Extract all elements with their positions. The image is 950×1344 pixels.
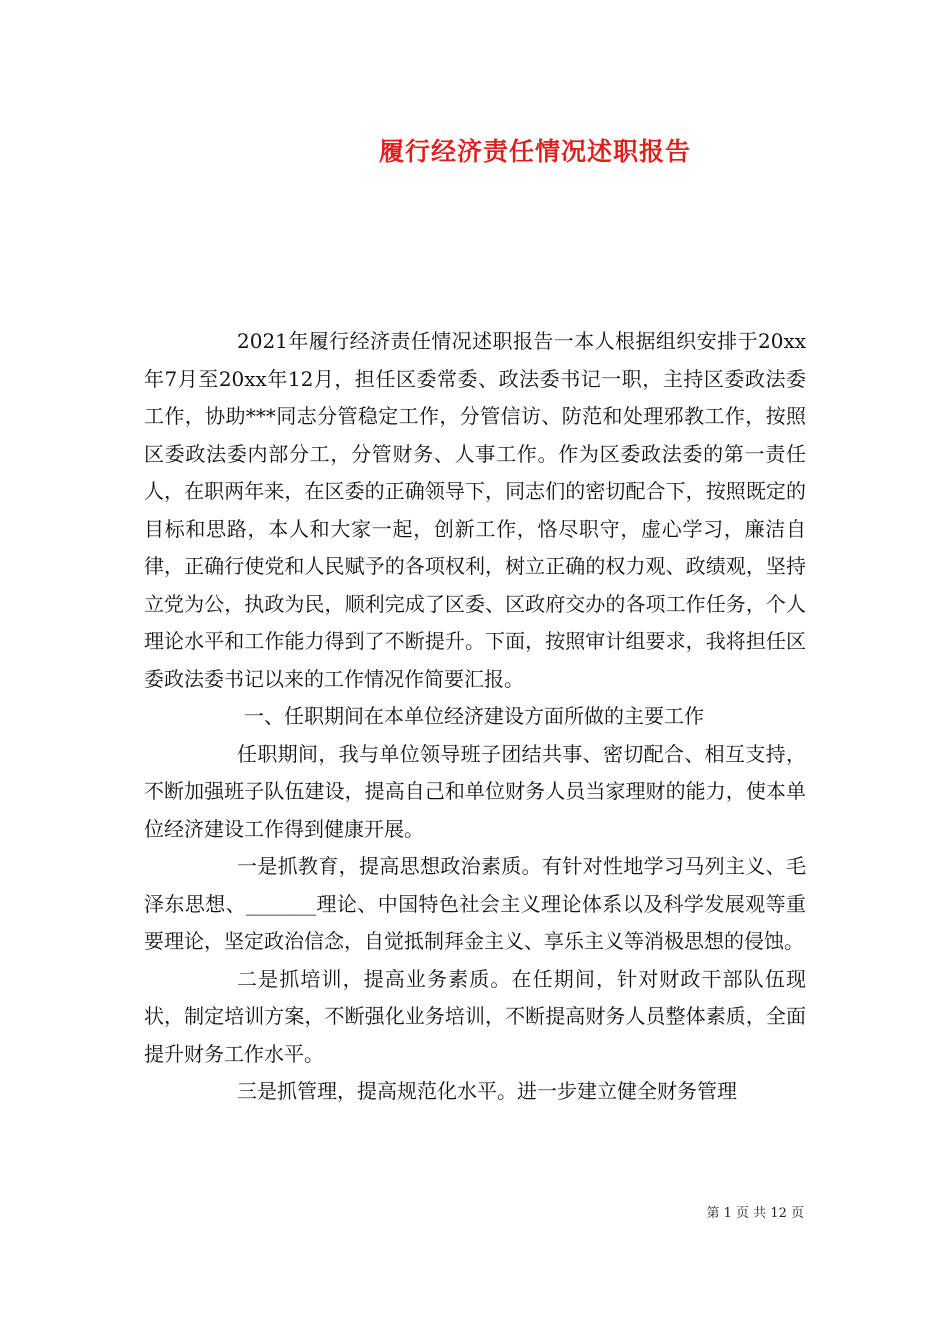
paragraph-intro: 2021年履行经济责任情况述职报告一本人根据组织安排于20xx年7月至20xx年12月，担任区委常委、政法委书记一职，主持区委政法委工作，协助***同志分管稳定工作，分管信访、防范和处理邪教工作，按照区委政法委内部分工，分管财务、人事工作。作为区委政法委的第一责任人，在职两年来，在区委的正确领导下，同志们的密切配合下，按照既定的目标和思路，本人和大家一起，创新工作，恪尽职守，虚心学习，廉洁自律，正确行使党和人民赋予的各项权利，树立正确的权力观、政绩观，坚持立党为公，执政为民，顺利完成了区委、区政府交办的各项工作任务，个人理论水平和工作能力得到了不断提升。下面，按照审计组要求，我将担任区委政法委书记以来的工作情况作简要汇报。	[144, 329, 806, 691]
paragraph-point-three: 三是抓管理，提高规范化水平。进一步建立健全财务管理	[237, 1079, 737, 1103]
paragraph-term: 任职期间，我与单位领导班子团结共事、密切配合、相互支持，不断加强班子队伍建设，提高自己和单位财务人员当家理财的能力，使本单位经济建设工作得到健康开展。	[144, 741, 806, 841]
paragraph-point-two: 二是抓培训，提高业务素质。在任期间，针对财政干部队伍现状，制定培训方案，不断强化业务培训，不断提高财务人员整体素质，全面提升财务工作水平。	[144, 966, 806, 1066]
section-heading: 一、任职期间在本单位经济建设方面所做的主要工作	[244, 704, 704, 728]
page-number-footer: 第 1 页 共 12 页	[706, 1206, 804, 1221]
paragraph-point-one: 一是抓教育，提高思想政治素质。有针对性地学习马列主义、毛泽东思想、_______理论、中国特色社会主义理论体系以及科学发展观等重要理论，坚定政治信念，自觉抵制拜金主义、享乐主义等消极思想的侵蚀。	[144, 854, 806, 953]
document-body	[144, 323, 806, 1111]
document-title: 履行经济责任情况述职报告	[378, 137, 691, 166]
